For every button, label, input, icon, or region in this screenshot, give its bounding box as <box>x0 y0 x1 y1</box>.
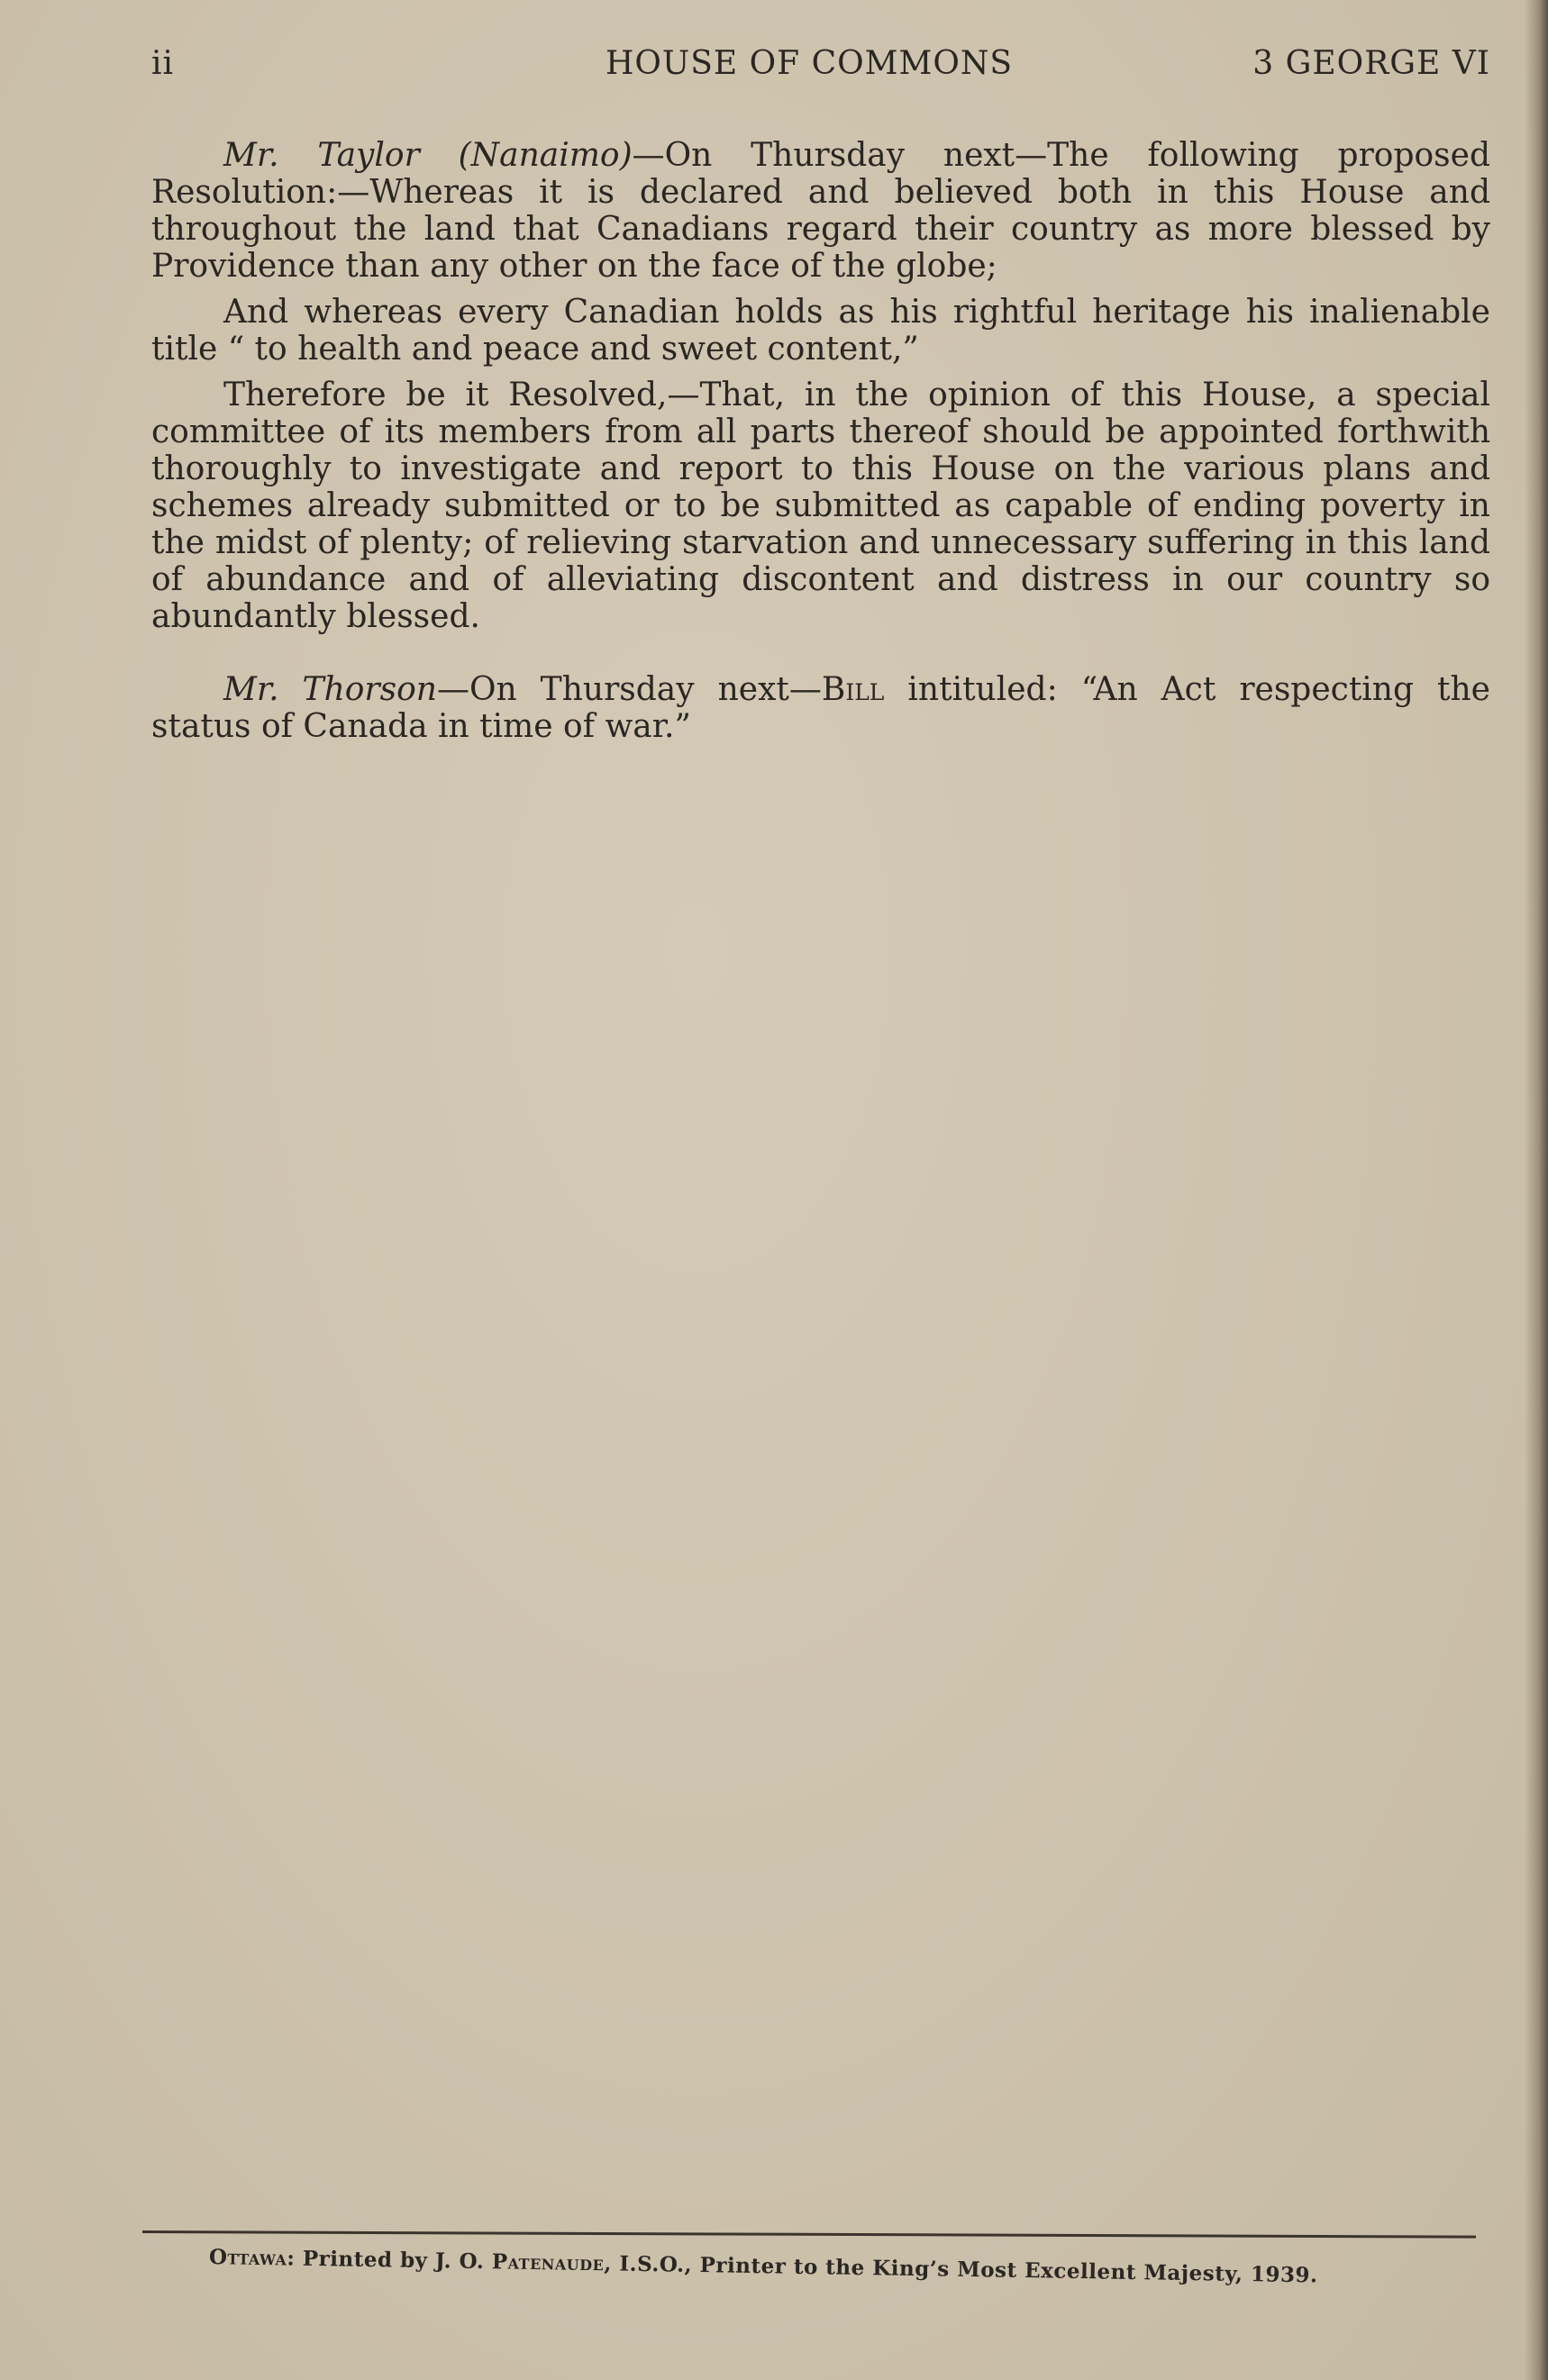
notice-paragraph <box>151 137 1490 285</box>
printer-imprint <box>209 2245 1434 2290</box>
imprint-text: , I.S.O., Printer to the King’s Most Excellent Majesty, 1939. <box>604 2251 1318 2288</box>
notice-paragraph <box>151 671 1490 745</box>
notice-paragraph <box>151 294 1490 368</box>
running-header <box>151 45 1490 90</box>
page-edge-shadow <box>1525 0 1548 2380</box>
notice-paragraph <box>151 377 1490 635</box>
header-title: HOUSE OF COMMONS <box>606 45 1014 82</box>
notice-text: —On Thursday next— <box>436 671 822 708</box>
notice-text: And whereas every Canadian holds as his rightful heritage his inalienable title “ to health and peace and sweet content,” <box>151 294 1490 368</box>
member-name: Mr. Taylor (Nanaimo) <box>223 137 633 174</box>
imprint-text: : Printed by J. O. <box>287 2246 493 2275</box>
imprint-place: Ottawa <box>208 2245 287 2271</box>
page-number: ii <box>151 45 175 82</box>
notice-text: —On Thursday next—The following proposed Resolution:—Whereas it is declared and believed both in this House and throughout the land that Canadians regard their country as more blessed by Providence than any other on the face of the globe; <box>151 137 1491 285</box>
notice-text: intituled: “An Act respecting the status of Canada in time of war.” <box>151 671 1490 745</box>
printer-name: Patenaude <box>491 2249 605 2276</box>
notices-body <box>151 137 1490 754</box>
member-name: Mr. Thorson <box>223 671 437 708</box>
notice-text: Therefore be it Resolved,—That, in the opinion of this House, a special committee of its members from all parts thereof should be appointed forthwith thoroughly to investigate and report to this House on the various plans and schemes already submitted or to be submitted as capable of ending poverty in the midst of plenty; of relieving starvation and unnecessary suffering in this land of abundance and of alleviating discontent and distress in our country so abundantly blessed. <box>151 377 1490 635</box>
footer-rule <box>142 2230 1476 2239</box>
bill-word: Bill <box>821 671 885 708</box>
regnal-year: 3 GEORGE VI <box>1252 45 1490 82</box>
